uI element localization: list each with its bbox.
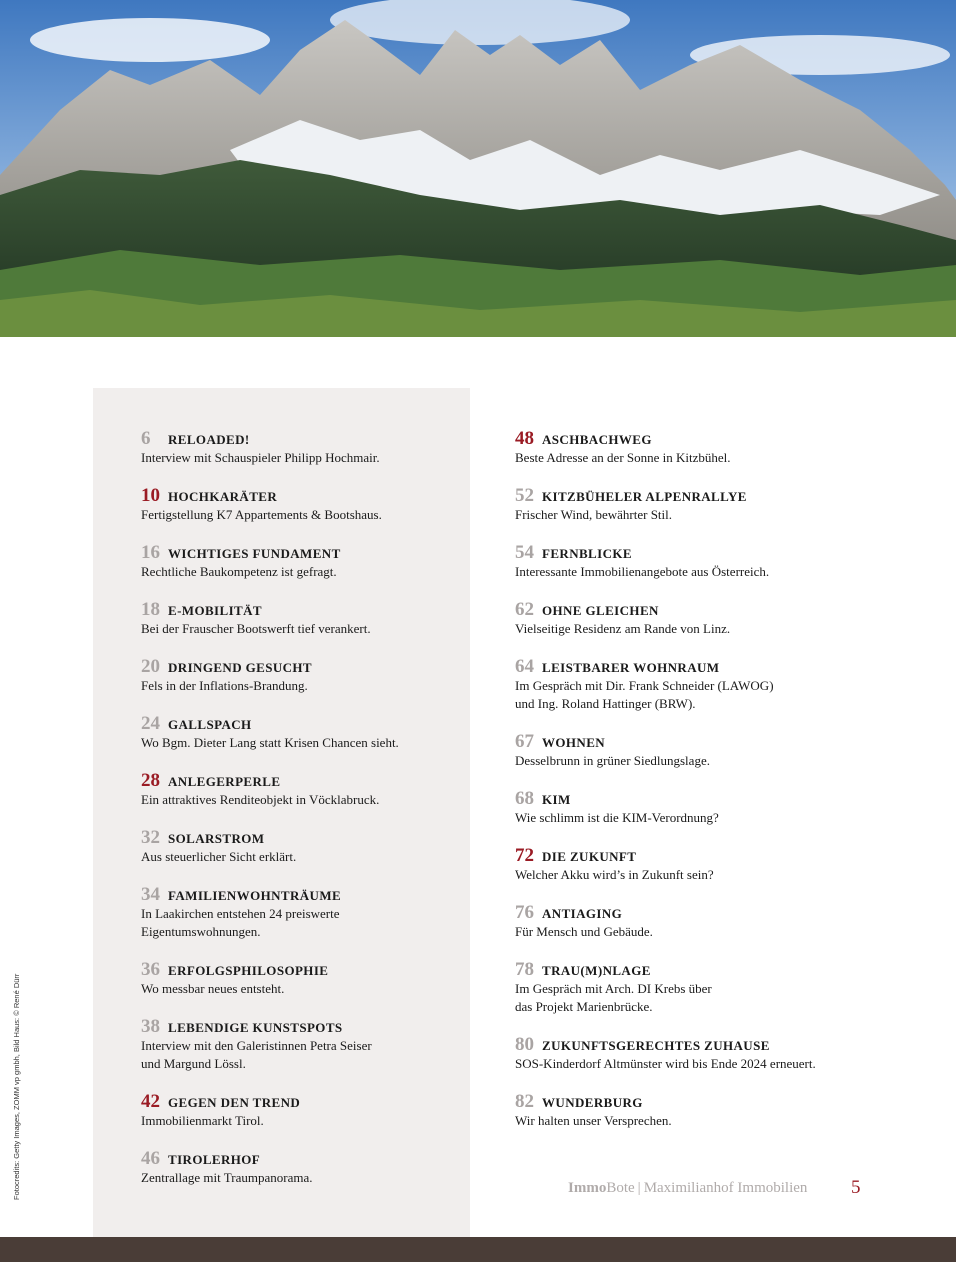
toc-page-number: 72 — [515, 845, 534, 866]
toc-title: SOLARSTROM — [168, 831, 265, 846]
toc-description: Wir halten unser Versprechen. — [515, 1113, 672, 1128]
toc-entry-head — [141, 884, 461, 905]
toc-title: DIE ZUKUNFT — [542, 849, 637, 864]
toc-title: ERFOLGSPHILOSOPHIE — [168, 963, 329, 978]
toc-description: Aus steuerlicher Sicht erklärt. — [141, 849, 297, 864]
toc-entry[interactable] — [141, 770, 461, 809]
toc-title: E-MOBILITÄT — [168, 603, 262, 618]
toc-entry[interactable] — [515, 731, 915, 770]
footer-separator: | — [637, 1180, 641, 1196]
toc-title: RELOADED! — [168, 432, 250, 447]
toc-entry-head — [515, 959, 915, 980]
toc-left-column — [141, 428, 461, 1205]
toc-entry-head — [141, 770, 461, 791]
toc-page-number: 38 — [141, 1016, 160, 1037]
toc-page-number: 32 — [141, 827, 160, 848]
toc-page-number: 46 — [141, 1148, 160, 1169]
toc-description: Fertigstellung K7 Appartements & Bootshaus. — [141, 507, 382, 522]
bottom-bar — [0, 1237, 956, 1262]
toc-title: KITZBÜHELER ALPENRALLYE — [542, 489, 747, 504]
toc-title: LEBENDIGE KUNSTSPOTS — [168, 1020, 343, 1035]
toc-title: TRAU(M)NLAGE — [542, 963, 651, 978]
toc-entry-head — [515, 1034, 915, 1055]
toc-entry-head — [515, 599, 915, 620]
mountain-illustration — [0, 0, 956, 337]
toc-description: Ein attraktives Renditeobjekt in Vöcklabruck. — [141, 792, 380, 807]
toc-entry-head — [515, 902, 915, 923]
toc-description: Interview mit den Galeristinnen Petra Seiser — [141, 1038, 372, 1053]
toc-page-number: 78 — [515, 959, 534, 980]
toc-description: Beste Adresse an der Sonne in Kitzbühel. — [515, 450, 731, 465]
toc-description: Für Mensch und Gebäude. — [515, 924, 653, 939]
toc-title: ANLEGERPERLE — [168, 774, 281, 789]
toc-title: DRINGEND GESUCHT — [168, 660, 313, 675]
toc-description: Wo Bgm. Dieter Lang statt Krisen Chancen sieht. — [141, 735, 399, 750]
toc-entry-head — [515, 845, 915, 866]
toc-entry[interactable] — [515, 1091, 915, 1130]
toc-entry-head — [515, 1091, 915, 1112]
toc-title: FERNBLICKE — [542, 546, 632, 561]
toc-entry[interactable] — [141, 884, 461, 941]
toc-entry[interactable] — [141, 827, 461, 866]
page-number: 5 — [851, 1177, 861, 1198]
toc-title: FAMILIENWOHNTRÄUME — [168, 888, 342, 903]
publisher-name: Maximilianhof Immobilien — [643, 1180, 808, 1196]
toc-entry[interactable] — [141, 713, 461, 752]
toc-title: KIM — [542, 792, 571, 807]
toc-entry[interactable] — [141, 1148, 461, 1187]
toc-page-number: 28 — [141, 770, 160, 791]
toc-entry[interactable] — [141, 428, 461, 467]
toc-right-column — [515, 428, 915, 1148]
toc-page-number: 80 — [515, 1034, 534, 1055]
toc-page-number: 34 — [141, 884, 160, 905]
toc-title: ANTIAGING — [542, 906, 623, 921]
toc-page-number: 82 — [515, 1091, 534, 1112]
toc-entry-head — [141, 959, 461, 980]
toc-title: WICHTIGES FUNDAMENT — [168, 546, 341, 561]
toc-description: Immobilienmarkt Tirol. — [141, 1113, 264, 1128]
toc-page-number: 67 — [515, 731, 534, 752]
toc-entry[interactable] — [141, 485, 461, 524]
toc-title: WOHNEN — [542, 735, 606, 750]
toc-description: Desselbrunn in grüner Siedlungslage. — [515, 753, 710, 768]
brand-bold: Immo — [568, 1180, 607, 1196]
toc-title: TIROLERHOF — [168, 1152, 261, 1167]
toc-entry[interactable] — [515, 599, 915, 638]
toc-page-number: 10 — [141, 485, 160, 506]
toc-entry-head — [141, 1016, 461, 1037]
toc-entry-head — [515, 485, 915, 506]
toc-entry-head — [515, 542, 915, 563]
toc-page-number: 76 — [515, 902, 534, 923]
toc-page-number: 18 — [141, 599, 160, 620]
toc-description: Im Gespräch mit Dir. Frank Schneider (LAWOG) — [515, 678, 774, 693]
toc-entry[interactable] — [141, 1091, 461, 1130]
toc-entry-head — [141, 1148, 461, 1169]
toc-description: das Projekt Marienbrücke. — [515, 999, 653, 1014]
toc-page-number: 16 — [141, 542, 160, 563]
toc-title: GALLSPACH — [168, 717, 252, 732]
toc-page-number: 20 — [141, 656, 160, 677]
toc-page-number: 36 — [141, 959, 160, 980]
toc-title: GEGEN DEN TREND — [168, 1095, 301, 1110]
toc-entry[interactable] — [515, 788, 915, 827]
toc-entry[interactable] — [515, 542, 915, 581]
toc-description: Rechtliche Baukompetenz ist gefragt. — [141, 564, 337, 579]
toc-entry[interactable] — [515, 845, 915, 884]
toc-page-number: 64 — [515, 656, 534, 677]
toc-entry[interactable] — [141, 599, 461, 638]
toc-title: OHNE GLEICHEN — [542, 603, 659, 618]
toc-page-number: 62 — [515, 599, 534, 620]
toc-description: und Ing. Roland Hattinger (BRW). — [515, 696, 696, 711]
toc-description: und Margund Lössl. — [141, 1056, 246, 1071]
toc-description: Frischer Wind, bewährter Stil. — [515, 507, 673, 522]
hero-mountain-image — [0, 0, 956, 337]
toc-entry[interactable] — [141, 542, 461, 581]
toc-entry-head — [141, 656, 461, 677]
toc-description: Wo messbar neues entsteht. — [141, 981, 285, 996]
toc-description: Wie schlimm ist die KIM-Verordnung? — [515, 810, 719, 825]
toc-description: Fels in der Inflations-Brandung. — [141, 678, 308, 693]
toc-description: Interessante Immobilienangebote aus Österreich. — [515, 564, 770, 579]
toc-entry-head — [141, 599, 461, 620]
toc-entry-head — [141, 1091, 461, 1112]
toc-page-number: 52 — [515, 485, 534, 506]
toc-description: Zentrallage mit Traumpanorama. — [141, 1170, 313, 1185]
toc-description: SOS-Kinderdorf Altmünster wird bis Ende 2024 erneuert. — [515, 1056, 816, 1071]
toc-title: ASCHBACHWEG — [542, 432, 652, 447]
toc-entry[interactable] — [515, 902, 915, 941]
toc-entry-head — [515, 731, 915, 752]
toc-entry-head — [141, 428, 461, 449]
toc-page-number: 24 — [141, 713, 160, 734]
footer-publication — [568, 1180, 807, 1197]
toc-description: Welcher Akku wird’s in Zukunft sein? — [515, 867, 714, 882]
toc-entry-head — [515, 788, 915, 809]
toc-entry[interactable] — [141, 656, 461, 695]
toc-entry[interactable] — [515, 428, 915, 467]
photo-credit: Fotocredits: Getty Images, ZOMM vp gmbh, Bild Haus: © René Dürr — [12, 973, 21, 1200]
toc-description: Vielseitige Residenz am Rande von Linz. — [515, 621, 731, 636]
toc-title: ZUKUNFTSGERECHTES ZUHAUSE — [542, 1038, 770, 1053]
toc-page-number: 42 — [141, 1091, 160, 1112]
toc-page-number: 68 — [515, 788, 534, 809]
toc-entry-head — [515, 428, 915, 449]
toc-entry[interactable] — [515, 959, 915, 1016]
brand-rest: Bote — [606, 1180, 635, 1196]
toc-entry-head — [515, 656, 915, 677]
toc-entry-head — [141, 827, 461, 848]
toc-title: LEISTBARER WOHNRAUM — [542, 660, 720, 675]
toc-entry-head — [141, 485, 461, 506]
toc-description: Interview mit Schauspieler Philipp Hochmair. — [141, 450, 380, 465]
toc-description: Bei der Frauscher Bootswerft tief verankert. — [141, 621, 371, 636]
toc-title: WUNDERBURG — [542, 1095, 643, 1110]
toc-description: In Laakirchen entstehen 24 preiswerte — [141, 906, 340, 921]
toc-entry[interactable] — [141, 959, 461, 998]
toc-entry-head — [141, 713, 461, 734]
toc-title: HOCHKARÄTER — [168, 489, 278, 504]
toc-entry[interactable] — [515, 485, 915, 524]
toc-entry[interactable] — [141, 1016, 461, 1073]
toc-description: Im Gespräch mit Arch. DI Krebs über — [515, 981, 712, 996]
toc-page-number: 6 — [141, 428, 151, 449]
toc-page-number: 54 — [515, 542, 534, 563]
toc-entry-head — [141, 542, 461, 563]
toc-description: Eigentumswohnungen. — [141, 924, 261, 939]
toc-page-number: 48 — [515, 428, 534, 449]
toc-entry[interactable] — [515, 656, 915, 713]
toc-entry[interactable] — [515, 1034, 915, 1073]
